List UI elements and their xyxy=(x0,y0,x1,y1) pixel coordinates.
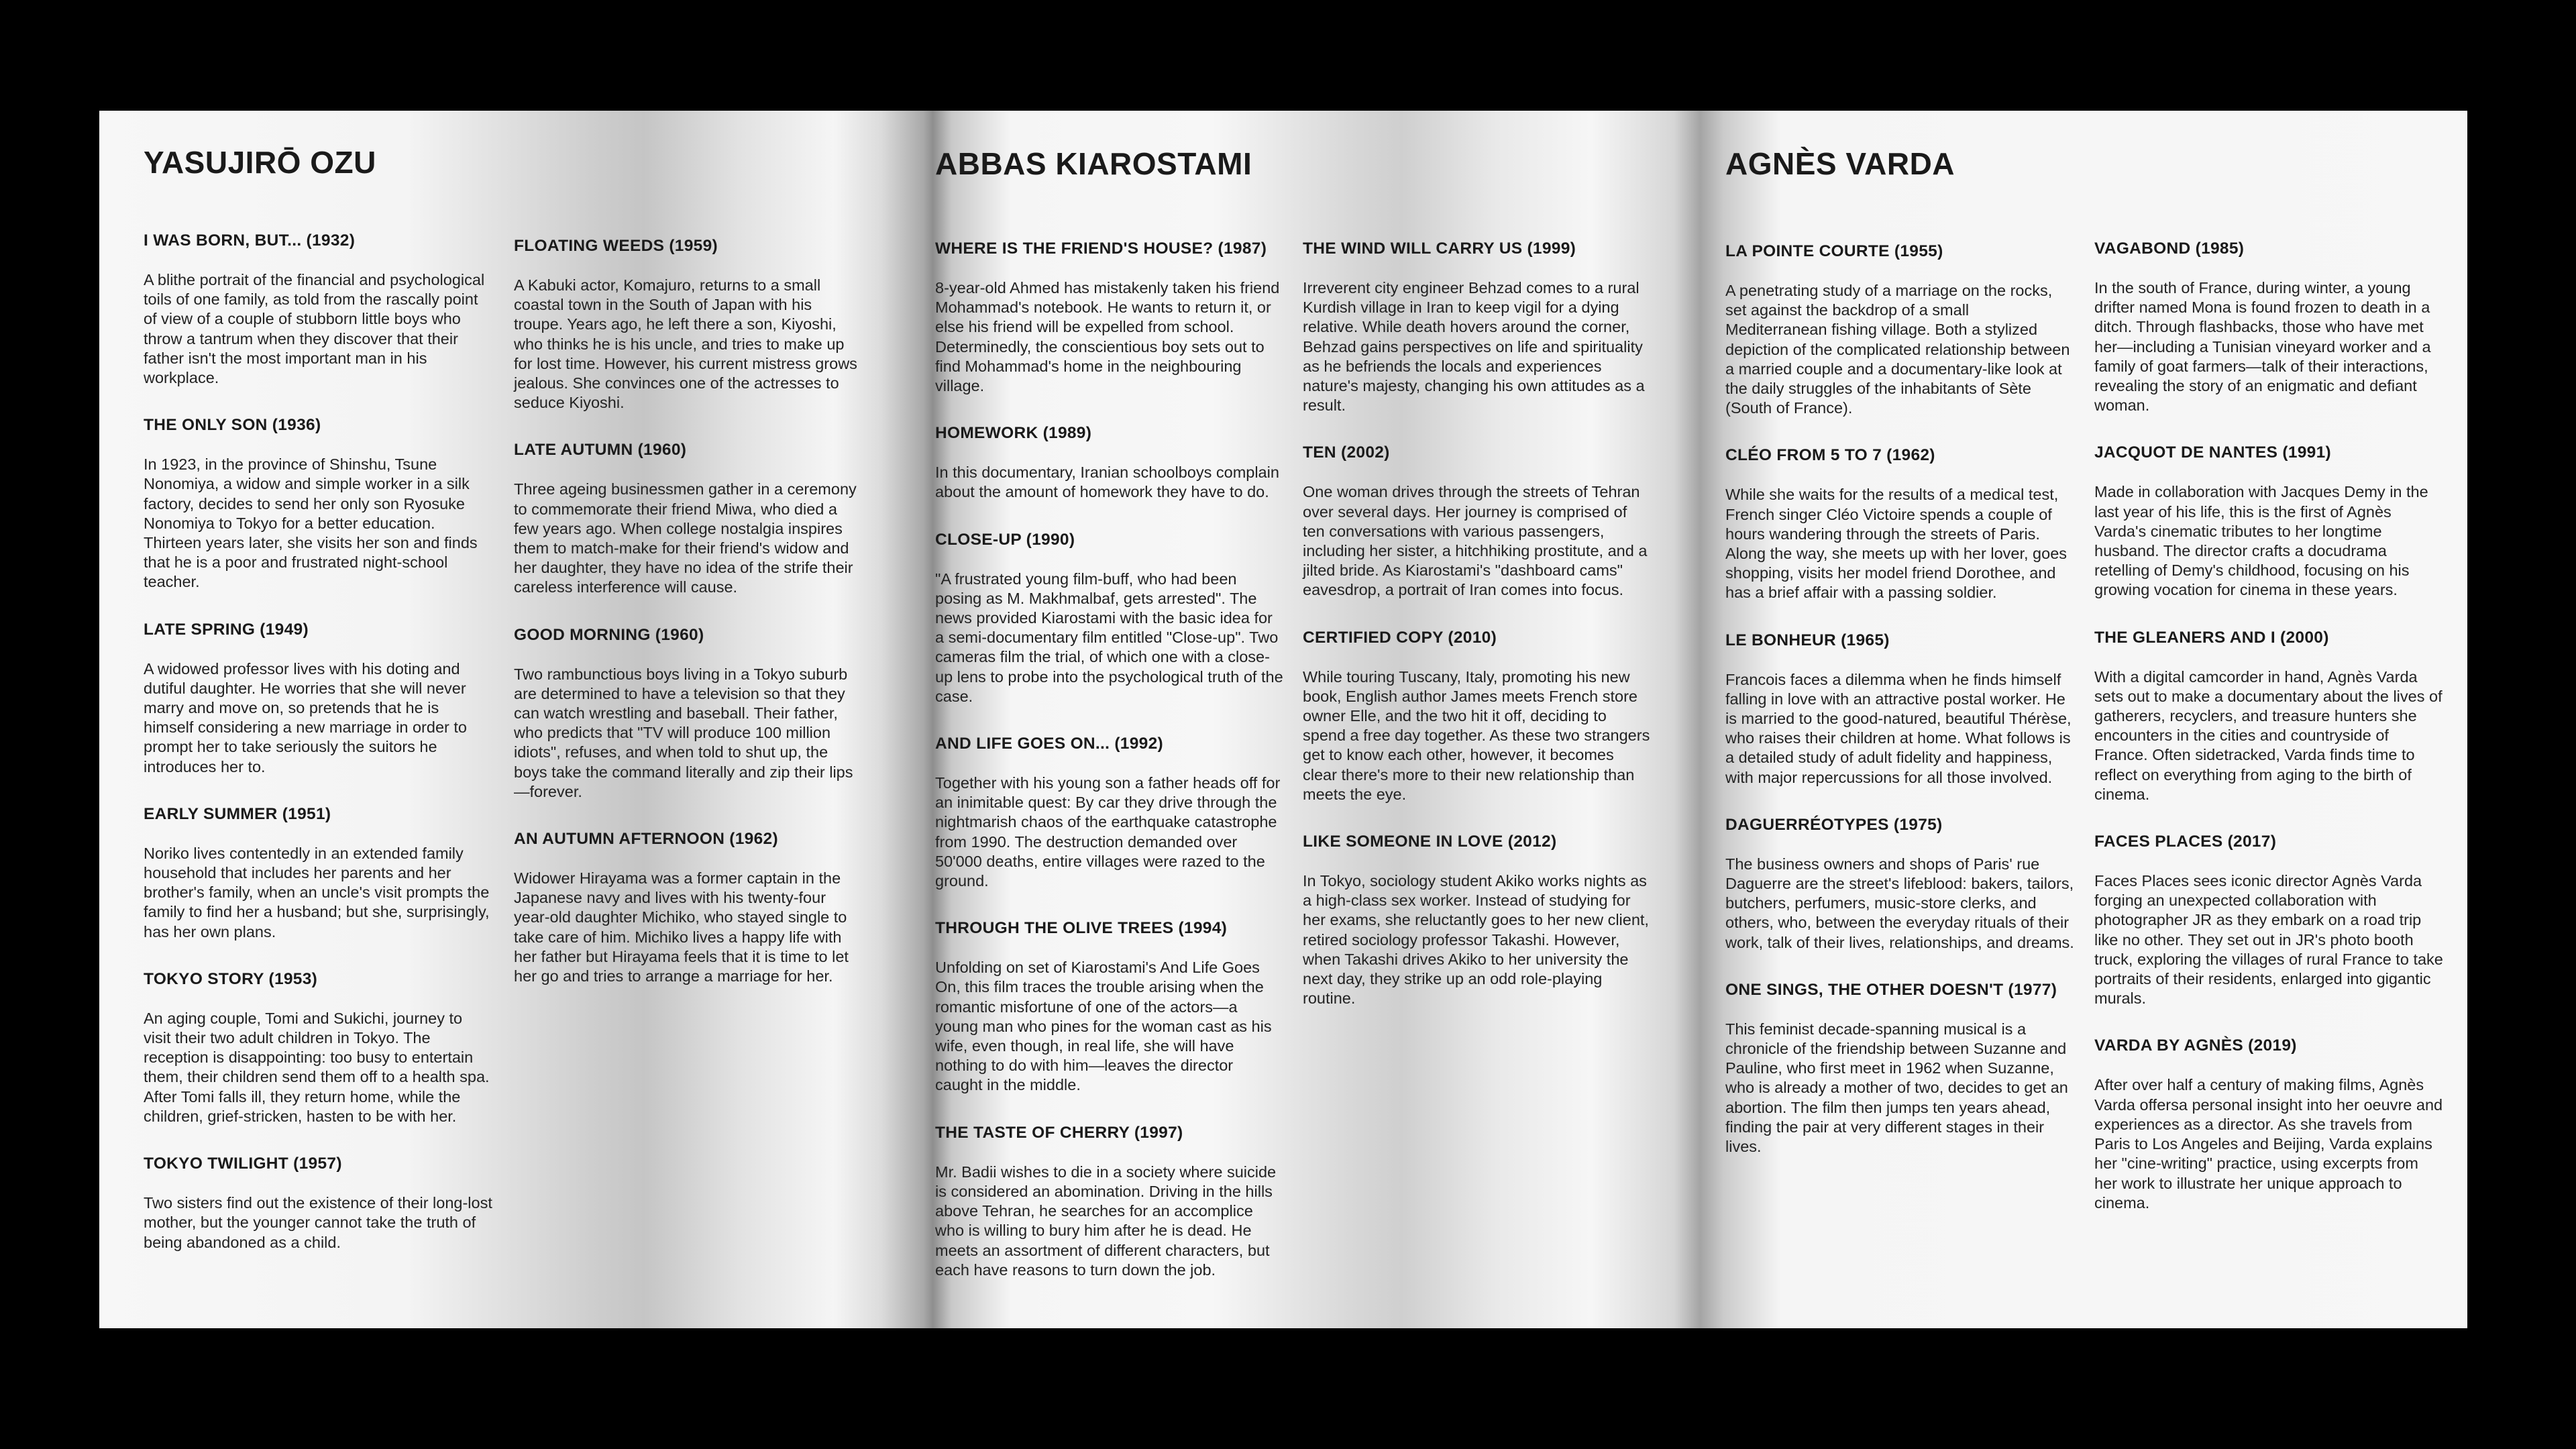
film-title: VARDA BY AGNÈS (2019) xyxy=(2094,1036,2297,1055)
film-entry xyxy=(935,735,1284,891)
film-title: LIKE SOMEONE IN LOVE (2012) xyxy=(1303,833,1557,851)
film-title: DAGUERRÉOTYPES (1975) xyxy=(1725,815,1943,834)
film-synopsis: While she waits for the results of a medical test, French singer Cléo Victoire spends a couple of hours wandering through the streets of Paris. Along the way, she meets up with her lover, goes shopping, visits her model friend Dorothee, and has a brief affair with a passing soldier. xyxy=(1725,486,2068,602)
film-booklet-spread xyxy=(99,111,2467,1328)
film-synopsis: After over half a century of making films, Agnès Varda offersa personal insight into her oeuvre and experiences as a director. As she travels from Paris to Los Angeles and Beijing, Varda explains her "cine-writing" practice, using excerpts from her work to illustrate her unique approach to cinema. xyxy=(2094,1076,2443,1212)
film-title: THE ONLY SON (1936) xyxy=(144,416,321,435)
film-entry xyxy=(144,621,492,777)
film-entry xyxy=(2094,1036,2443,1212)
film-synopsis: Made in collaboration with Jacques Demy in the last year of his life, this is the first of Agnès Varda's cinematic tributes to her longtime husband. The director crafts a docudrama retelling of Demy's childhood, focusing on his growing vocation for cinema in these years. xyxy=(2094,483,2428,599)
film-title: CERTIFIED COPY (2010) xyxy=(1303,628,1497,647)
film-synopsis: Two rambunctious boys living in a Tokyo suburb are determined to have a television so that they can watch wrestling and baseball. Their father, who predicts that "TV will produce 100 million idiots", refuses, and when told to shut up, the boys take the command literally and zip their lips—forever. xyxy=(514,665,853,800)
film-title: LATE SPRING (1949) xyxy=(144,620,309,639)
film-entry xyxy=(1725,446,2074,602)
film-synopsis: "A frustrated young film-buff, who had been posing as M. Makhmalbaf, gets arrested". The news provided Kiarostami with the basic idea for a semi-documentary film entitled "Close-up". Two cameras film the trial, of which one with a close-up lens to probe into the psychological truth of the case. xyxy=(935,570,1283,705)
film-entry xyxy=(514,626,863,802)
film-entry xyxy=(2094,833,2443,1008)
film-entry xyxy=(1303,239,1652,415)
film-title: ONE SINGS, THE OTHER DOESN'T (1977) xyxy=(1725,980,2057,999)
film-title: FLOATING WEEDS (1959) xyxy=(514,237,718,255)
film-title: CLOSE-UP (1990) xyxy=(935,530,1075,549)
film-entry xyxy=(1725,242,2074,418)
film-title: LE BONHEUR (1965) xyxy=(1725,631,1890,649)
film-entry xyxy=(144,970,492,1126)
kiarostami-column-1 xyxy=(935,239,1284,1308)
film-title: THE TASTE OF CHERRY (1997) xyxy=(935,1123,1183,1142)
film-entry xyxy=(935,531,1284,706)
film-synopsis: Together with his young son a father heads off for an inimitable quest: By car they drive through the nightmarish chaos of the earthquake catastrophe from 1990. The destruction demanded over 50'000 deaths, entire villages were razed to the ground. xyxy=(935,774,1281,890)
film-title: TOKYO STORY (1953) xyxy=(144,969,318,988)
film-synopsis: A widowed professor lives with his doting and dutiful daughter. He worries that she will never marry and move on, so pretends that he is himself considering a new marriage in order to prompt her to take seriously the suitors he introduces her to. xyxy=(144,659,467,775)
film-title: TOKYO TWILIGHT (1957) xyxy=(144,1155,342,1173)
film-entry xyxy=(1303,629,1652,804)
film-entry xyxy=(144,805,492,942)
film-synopsis: Irreverent city engineer Behzad comes to a rural Kurdish village in Iran to keep vigil for a dying relative. While death hovers around the corner, Behzad gains perspectives on life and spirituality as he befriends the locals and experiences nature's majesty, changing his own attitudes as a result. xyxy=(1303,279,1645,415)
film-title: AND LIFE GOES ON... (1992) xyxy=(935,735,1163,753)
film-synopsis: Unfolding on set of Kiarostami's And Life Goes On, this film traces the trouble arising when the romantic misfortune of one of the actors—a young man who pines for the woman cast as his wife, even though, in real life, she will have nothing to do with him—leaves the director caught in the middle. xyxy=(935,959,1272,1094)
film-title: LA POINTE COURTE (1955) xyxy=(1725,242,1943,260)
film-entry xyxy=(1725,631,2074,788)
film-synopsis: Noriko lives contentedly in an extended family household that includes her parents and her brother's family, when an uncle's visit prompts the family to find her a husband; but she, surprisingly, has her own plans. xyxy=(144,844,490,941)
film-title: CLÉO FROM 5 TO 7 (1962) xyxy=(1725,446,1935,465)
film-synopsis: A blithe portrait of the financial and psychological toils of one family, as told from the rascally point of view of a couple of stubborn little boys who throw a tantrum when they discover that their father isn't the most important man in his workplace. xyxy=(144,271,485,387)
film-title: THROUGH THE OLIVE TREES (1994) xyxy=(935,919,1228,938)
film-synopsis: One woman drives through the streets of Tehran over several days. Her journey is comprised of ten conversations with various passengers, including her sister, a hitchhiking prostitute, and a jilted bride. As Kiarostami's "dashboard cams" eavesdrop, a portrait of Iran comes into focus. xyxy=(1303,483,1648,599)
film-title: FACES PLACES (2017) xyxy=(2094,833,2277,851)
director-name-ozu: YASUJIRŌ OZU xyxy=(144,145,376,180)
film-synopsis: Widower Hirayama was a former captain in the Japanese navy and lives with his twenty-four year-old daughter Michiko, who stayed single to take care of him. Michiko lives a happy life with her father but Hirayama feels that it is time to let her go and tries to arrange a marriage for her. xyxy=(514,869,849,985)
film-title: EARLY SUMMER (1951) xyxy=(144,804,331,823)
film-synopsis: 8-year-old Ahmed has mistakenly taken his friend Mohammad's notebook. He wants to return it, or else his friend will be expelled from school. Determinedly, the conscientious boy sets out to find Mohammad's home in the neighbouring village. xyxy=(935,279,1280,395)
film-title: HOMEWORK (1989) xyxy=(935,424,1092,443)
film-title: AN AUTUMN AFTERNOON (1962) xyxy=(514,830,778,849)
film-title: JACQUOT DE NANTES (1991) xyxy=(2094,443,2331,462)
film-entry xyxy=(2094,443,2443,600)
film-synopsis: In this documentary, Iranian schoolboys complain about the amount of homework they have to do. xyxy=(935,464,1279,501)
film-entry xyxy=(144,1155,492,1252)
director-name-kiarostami: ABBAS KIAROSTAMI xyxy=(935,146,1252,181)
film-title: TEN (2002) xyxy=(1303,443,1390,462)
director-name-varda: AGNÈS VARDA xyxy=(1725,146,1955,181)
film-synopsis: In Tokyo, sociology student Akiko works nights as a high-class sex worker. Instead of studying for her exams, she reluctantly goes to her new client, retired sociology professor Takashi. However, when Takashi drives Akiko to her university the next day, they strike up an odd role-playing routine. xyxy=(1303,872,1649,1008)
film-title: I WAS BORN, BUT... (1932) xyxy=(144,231,356,250)
film-entry xyxy=(1725,816,2074,953)
film-synopsis: With a digital camcorder in hand, Agnès Varda sets out to make a documentary about the lives of gatherers, recyclers, and treasure hunters she encounters in the cities and countryside of France. Often sidetracked, Varda finds time to reflect on everything from aging to the birth of cinema. xyxy=(2094,667,2443,803)
film-entry xyxy=(514,237,863,413)
panel-ozu xyxy=(99,111,891,1328)
film-entry xyxy=(935,239,1284,396)
film-title: THE GLEANERS AND I (2000) xyxy=(2094,628,2329,647)
film-title: THE WIND WILL CARRY US (1999) xyxy=(1303,239,1576,258)
film-entry xyxy=(514,441,863,597)
film-synopsis: Mr. Badii wishes to die in a society where suicide is considered an abomination. Driving in the hills above Tehran, he searches for an accomplice who is willing to bury him after he is dead. He meets an assortment of different characters, but each have reasons to turn down the job. xyxy=(935,1163,1277,1279)
film-title: LATE AUTUMN (1960) xyxy=(514,441,687,460)
film-title: GOOD MORNING (1960) xyxy=(514,625,704,644)
film-entry xyxy=(2094,629,2443,804)
film-synopsis: The business owners and shops of Paris' rue Daguerre are the street's lifeblood: bakers, tailors, butchers, perfumers, music-store clerks, and others, who, between the everyday rituals of their work, talk of their lives, relationships, and dreams. xyxy=(1725,855,2074,951)
film-entry xyxy=(935,919,1284,1095)
varda-column-1 xyxy=(1725,242,2074,1185)
film-entry xyxy=(144,231,492,388)
film-synopsis: A penetrating study of a marriage on the rocks, set against the backdrop of a small Mediterranean fishing village. Both a stylized depiction of the complicated relationship between a married couple and a documentary-like look at the daily struggles of the inhabitants of Sète (South of France). xyxy=(1725,282,2070,417)
film-entry xyxy=(1303,443,1652,600)
film-entry xyxy=(1303,833,1652,1008)
panel-kiarostami xyxy=(891,111,1682,1328)
film-synopsis: Three ageing businessmen gather in a ceremony to commemorate their friend Miwa, who died a few years ago. When college nostalgia inspires them to match-make for their friend's widow and her daughter, they have no idea of the strife their careless interference will cause. xyxy=(514,480,857,596)
film-entry xyxy=(144,416,492,592)
kiarostami-column-2 xyxy=(1303,239,1652,1036)
film-synopsis: In 1923, in the province of Shinshu, Tsune Nonomiya, a widow and simple worker in a silk factory, decides to send her only son Ryosuke Nonomiya to Tokyo for a better education. Thirteen years later, she visits her son and finds that he is a poor and frustrated night-school teacher. xyxy=(144,455,478,591)
film-synopsis: While touring Tuscany, Italy, promoting his new book, English author James meets French store owner Elle, and the two hit it off, deciding to spend a free day together. As these two strangers get to know each other, however, it becomes clear there's more to their new relationship than meets the eye. xyxy=(1303,667,1650,803)
varda-column-2 xyxy=(2094,239,2443,1241)
film-entry xyxy=(1725,981,2074,1157)
film-entry xyxy=(514,830,863,986)
film-entry xyxy=(935,424,1284,502)
panel-varda xyxy=(1682,111,2467,1328)
film-synopsis: Francois faces a dilemma when he finds himself falling in love with an attractive postal worker. He is married to the good-natured, beautiful Thérèse, who raises their children at home. What follows is a detailed study of adult fidelity and happiness, with major repercussions for all those involved. xyxy=(1725,670,2072,786)
film-synopsis: In the south of France, during winter, a young drifter named Mona is found frozen to death in a ditch. Through flashbacks, those who have met her—including a Tunisian vineyard worker and a family of goat farmers—talk of their interactions, revealing the story of an enigmatic and defiant woman. xyxy=(2094,279,2431,415)
film-synopsis: Faces Places sees iconic director Agnès Varda forging an unexpected collaboration with photographer JR as they embark on a road trip like no other. They set out in JR's photo booth truck, exploring the villages of rural France to take portraits of their residents, enlarged into gigantic murals. xyxy=(2094,872,2443,1008)
film-synopsis: This feminist decade-spanning musical is a chronicle of the friendship between Suzanne and Pauline, who first meet in 1962 when Suzanne, who is already a mother of two, decides to get an abortion. The film then jumps ten years ahead, finding the pair at very different stages in their lives. xyxy=(1725,1020,2068,1156)
ozu-column-1 xyxy=(144,231,492,1281)
film-title: WHERE IS THE FRIEND'S HOUSE? (1987) xyxy=(935,239,1267,258)
film-synopsis: An aging couple, Tomi and Sukichi, journey to visit their two adult children in Tokyo. The reception is disappointing: too busy to entertain them, their children send them off to a health spa. After Tomi falls ill, they return home, while the children, grief-stricken, hasten to be with her. xyxy=(144,1009,490,1125)
ozu-column-2 xyxy=(514,237,863,1014)
film-entry xyxy=(935,1124,1284,1280)
film-synopsis: A Kabuki actor, Komajuro, returns to a small coastal town in the South of Japan with his troupe. Years ago, he left there a son, Kiyoshi, who thinks he is his uncle, and tries to make up for lost time. However, his current mistress grows jealous. She convinces one of the actresses to seduce Kiyoshi. xyxy=(514,276,857,412)
film-synopsis: Two sisters find out the existence of their long-lost mother, but the younger cannot take the truth of being abandoned as a child. xyxy=(144,1194,492,1251)
film-title: VAGABOND (1985) xyxy=(2094,239,2245,258)
film-entry xyxy=(2094,239,2443,415)
